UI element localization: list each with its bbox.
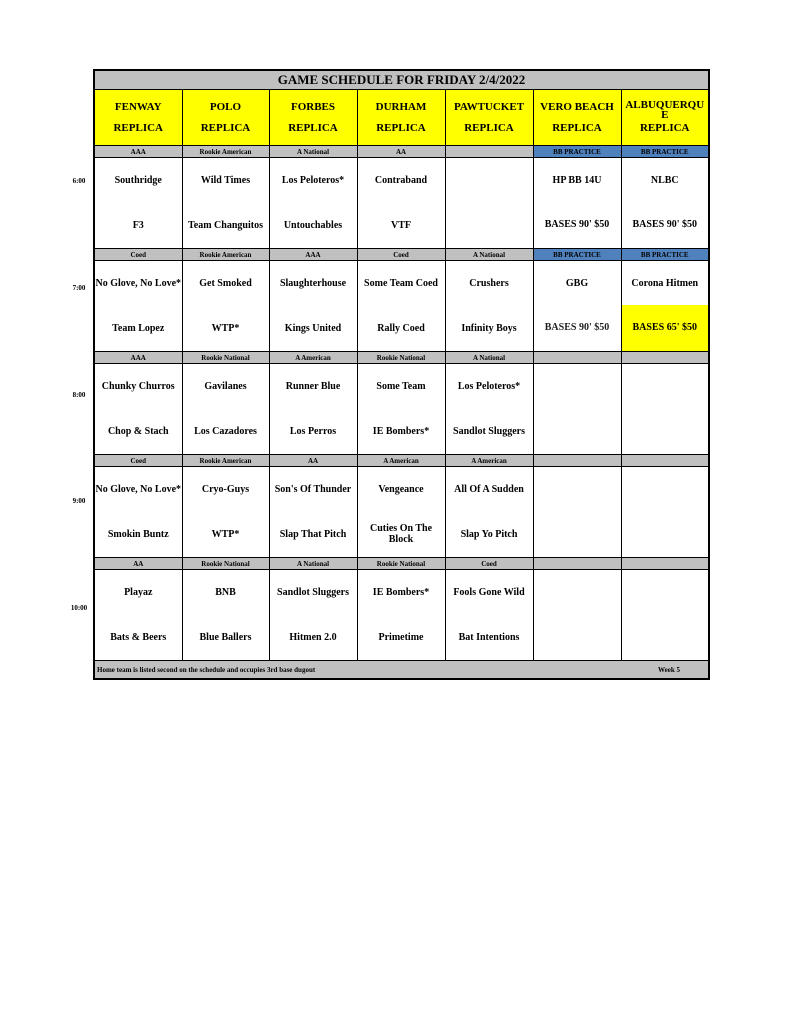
home-team-cell: Blue Ballers — [182, 614, 269, 661]
division-cell — [621, 352, 709, 364]
time-label: 8:00 — [72, 391, 86, 399]
home-team-cell: VTF — [357, 202, 445, 249]
home-team-row — [94, 408, 709, 455]
division-cell: Rookie National — [182, 558, 269, 570]
away-team-cell: BNB — [182, 570, 269, 615]
division-cell: A National — [269, 558, 357, 570]
field-subtitle: REPLICA — [200, 121, 251, 134]
division-cell — [621, 558, 709, 570]
field-subtitle: REPLICA — [464, 121, 514, 134]
field-header — [445, 90, 533, 146]
away-team-row — [94, 261, 709, 306]
away-team-cell: Gavilanes — [182, 364, 269, 409]
field-header — [269, 90, 357, 146]
home-team-cell: Kings United — [269, 305, 357, 352]
home-team-cell: WTP* — [182, 511, 269, 558]
away-team-cell — [621, 364, 709, 409]
division-cell: AAA — [94, 146, 182, 158]
division-row — [94, 249, 709, 261]
field-header — [182, 90, 269, 146]
home-team-cell: Team Changuitos — [182, 202, 269, 249]
home-team-cell: IE Bombers* — [357, 408, 445, 455]
division-cell: BB PRACTICE — [621, 146, 709, 158]
away-team-cell: Son's Of Thunder — [269, 467, 357, 512]
away-team-cell: Some Team — [357, 364, 445, 409]
division-cell: A American — [445, 455, 533, 467]
division-cell: Rookie American — [182, 146, 269, 158]
home-team-cell — [533, 408, 621, 455]
home-team-cell — [445, 202, 533, 249]
division-cell: Coed — [94, 249, 182, 261]
division-row — [94, 352, 709, 364]
footer-cell — [94, 661, 709, 680]
away-team-cell: All Of A Sudden — [445, 467, 533, 512]
home-team-cell — [621, 408, 709, 455]
division-cell: AA — [94, 558, 182, 570]
home-team-cell: Infinity Boys — [445, 305, 533, 352]
home-team-cell — [533, 511, 621, 558]
footer-note: Home team is listed second on the schedule and occupies 3rd base dugout — [97, 665, 316, 674]
away-team-cell: Sandlot Sluggers — [269, 570, 357, 615]
away-team-cell: IE Bombers* — [357, 570, 445, 615]
away-team-cell: Crushers — [445, 261, 533, 306]
home-team-cell: Bats & Beers — [94, 614, 182, 661]
division-cell — [533, 558, 621, 570]
home-team-cell — [621, 511, 709, 558]
division-cell: Rookie National — [182, 352, 269, 364]
away-team-cell: Los Peloteros* — [269, 158, 357, 203]
home-team-cell — [621, 614, 709, 661]
away-team-cell: Slaughterhouse — [269, 261, 357, 306]
division-cell: Coed — [357, 249, 445, 261]
field-subtitle: REPLICA — [552, 121, 602, 134]
home-team-cell: Team Lopez — [94, 305, 182, 352]
away-team-cell — [621, 467, 709, 512]
time-label: 10:00 — [70, 604, 88, 612]
field-name: FENWAY — [114, 100, 162, 113]
home-team-cell: Bat Intentions — [445, 614, 533, 661]
field-header — [533, 90, 621, 146]
division-cell: A American — [357, 455, 445, 467]
away-team-row — [94, 570, 709, 615]
home-team-cell: Sandlot Sluggers — [445, 408, 533, 455]
division-cell: Coed — [445, 558, 533, 570]
away-team-cell: No Glove, No Love* — [94, 261, 182, 306]
division-cell — [533, 455, 621, 467]
division-row — [94, 455, 709, 467]
division-cell: A American — [269, 352, 357, 364]
division-cell: Rookie National — [357, 352, 445, 364]
division-cell: AAA — [269, 249, 357, 261]
division-cell: BB PRACTICE — [533, 249, 621, 261]
home-team-row — [94, 305, 709, 352]
away-team-cell: Fools Gone Wild — [445, 570, 533, 615]
field-header — [621, 90, 709, 146]
away-team-cell: Wild Times — [182, 158, 269, 203]
away-team-cell — [445, 158, 533, 203]
away-team-row — [94, 364, 709, 409]
home-team-cell: Primetime — [357, 614, 445, 661]
away-team-cell: Playaz — [94, 570, 182, 615]
home-team-cell: Hitmen 2.0 — [269, 614, 357, 661]
division-cell: BB PRACTICE — [533, 146, 621, 158]
home-team-row — [94, 202, 709, 249]
division-cell: Rookie American — [182, 455, 269, 467]
division-row — [94, 558, 709, 570]
away-team-cell — [533, 570, 621, 615]
home-team-cell: WTP* — [182, 305, 269, 352]
division-cell: A National — [269, 146, 357, 158]
division-row — [94, 146, 709, 158]
home-team-cell: Rally Coed — [357, 305, 445, 352]
away-team-cell: Vengeance — [357, 467, 445, 512]
home-team-cell: BASES 90' $50 — [621, 202, 709, 249]
field-header — [357, 90, 445, 146]
field-subtitle: REPLICA — [639, 122, 690, 134]
home-team-row — [94, 614, 709, 661]
division-cell: Coed — [94, 455, 182, 467]
away-team-cell: Runner Blue — [269, 364, 357, 409]
field-name: FORBES — [290, 100, 335, 113]
division-cell: Rookie American — [182, 249, 269, 261]
division-cell: Rookie National — [357, 558, 445, 570]
away-team-cell: Chunky Churros — [94, 364, 182, 409]
away-team-cell: Southridge — [94, 158, 182, 203]
division-cell: AA — [269, 455, 357, 467]
home-team-cell: Slap That Pitch — [269, 511, 357, 558]
schedule-table — [93, 69, 710, 680]
home-team-cell: BASES 90' $50 — [533, 305, 621, 352]
week-label: Week 5 — [658, 665, 680, 674]
division-cell: A National — [445, 249, 533, 261]
away-team-cell: HP BB 14U — [533, 158, 621, 203]
division-cell — [533, 352, 621, 364]
footer-row — [94, 661, 709, 680]
field-name: ALBUQUERQU E — [625, 99, 705, 121]
away-team-cell: Corona Hitmen — [621, 261, 709, 306]
field-subtitle: REPLICA — [376, 121, 426, 134]
time-label: 9:00 — [72, 497, 86, 505]
home-team-cell: Los Perros — [269, 408, 357, 455]
home-team-cell: F3 — [94, 202, 182, 249]
away-team-cell: GBG — [533, 261, 621, 306]
away-team-cell: Some Team Coed — [357, 261, 445, 306]
time-label: 7:00 — [72, 284, 86, 292]
away-team-cell — [533, 467, 621, 512]
field-name: PAWTUCKET — [453, 100, 525, 113]
home-team-cell: Smokin Buntz — [94, 511, 182, 558]
away-team-cell: Contraband — [357, 158, 445, 203]
away-team-cell — [533, 364, 621, 409]
home-team-cell: Cuties On The Block — [357, 511, 445, 558]
division-cell: AA — [357, 146, 445, 158]
division-cell — [445, 146, 533, 158]
home-team-cell — [533, 614, 621, 661]
division-cell: AAA — [94, 352, 182, 364]
field-name: POLO — [209, 100, 242, 113]
home-team-row — [94, 511, 709, 558]
away-team-row — [94, 467, 709, 512]
field-name: VERO BEACH — [540, 100, 614, 113]
away-team-row — [94, 158, 709, 203]
home-team-cell: Chop & Stach — [94, 408, 182, 455]
away-team-cell: Get Smoked — [182, 261, 269, 306]
away-team-cell: No Glove, No Love* — [94, 467, 182, 512]
home-team-cell: BASES 90' $50 — [533, 202, 621, 249]
schedule-title: GAME SCHEDULE FOR FRIDAY 2/4/2022 — [94, 70, 709, 90]
home-team-cell: Untouchables — [269, 202, 357, 249]
away-team-cell: Los Peloteros* — [445, 364, 533, 409]
home-team-cell: Los Cazadores — [182, 408, 269, 455]
away-team-cell: Cryo-Guys — [182, 467, 269, 512]
division-cell — [621, 455, 709, 467]
time-label: 6:00 — [72, 177, 86, 185]
home-team-cell: BASES 65' $50 — [621, 305, 709, 352]
division-cell: BB PRACTICE — [621, 249, 709, 261]
home-team-cell: Slap Yo Pitch — [445, 511, 533, 558]
away-team-cell — [621, 570, 709, 615]
division-cell: A National — [445, 352, 533, 364]
away-team-cell: NLBC — [621, 158, 709, 203]
field-subtitle: REPLICA — [288, 121, 338, 134]
field-subtitle: REPLICA — [113, 121, 163, 134]
field-name: DURHAM — [375, 100, 427, 113]
field-header — [94, 90, 182, 146]
